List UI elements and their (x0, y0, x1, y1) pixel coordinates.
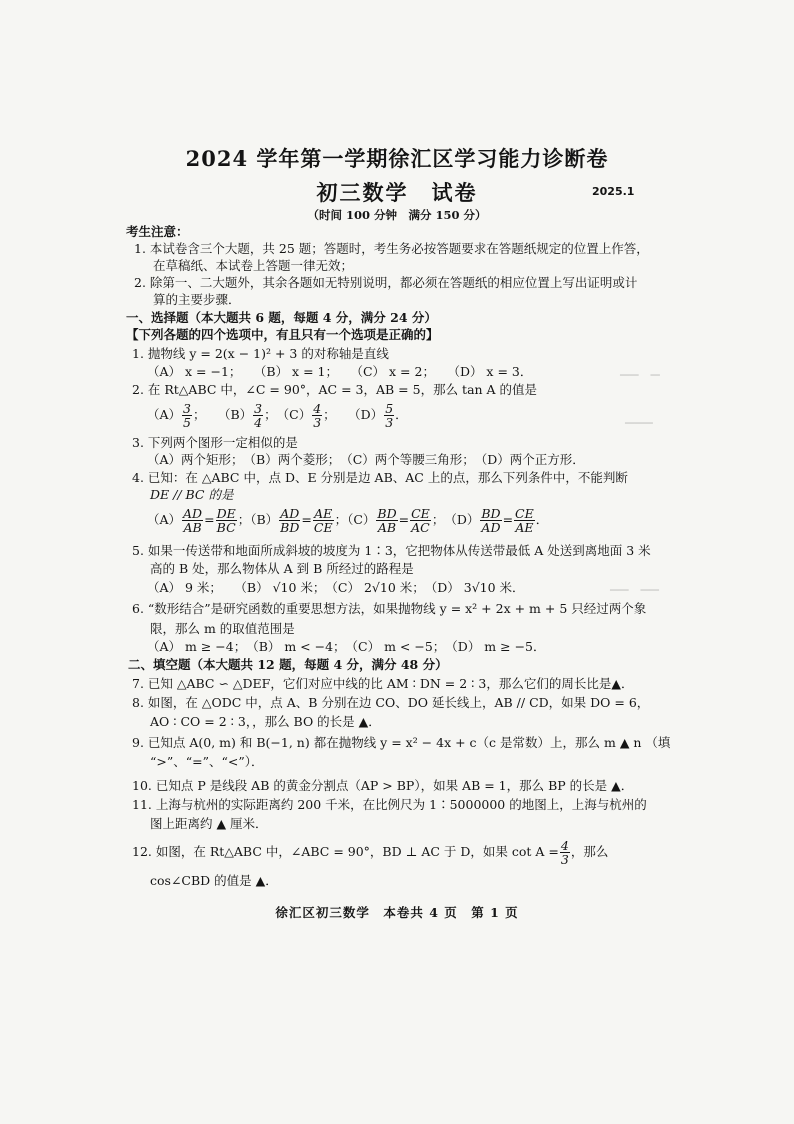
q12-fraction-num: 4 (560, 838, 569, 853)
bleed-through-marks: ▁▁ ▁▁ (610, 577, 659, 591)
question-1-options: （A） x = −1； （B） x = 1； （C） x = 2； （D） x = 3． (147, 364, 533, 379)
q4-frac-3-den: BD (280, 520, 300, 535)
question-5b: 高的 B 处，那么物体从 A 到 B 所经过的路程是 (150, 561, 414, 576)
notice-line-1: 1. 本试卷含三个大题，共 25 题；答题时，考生务必按答题要求在答题纸规定的位置上作答， (134, 241, 649, 256)
q4-frac-7-den: AD (481, 520, 501, 535)
q4-frac-3 (279, 507, 300, 534)
q4-option-a-label: （A） (147, 512, 182, 527)
question-1: 1. 抛物线 y = 2(x − 1)² + 3 的对称轴是直线 (132, 346, 389, 361)
bleed-through-marks: ▁▁ ▁ (620, 362, 660, 376)
q2-fraction-a-num: 3 (183, 401, 191, 416)
q12-fraction (560, 839, 570, 866)
q12-text-post: ，那么 (570, 844, 609, 859)
q4-frac-4 (313, 507, 334, 534)
q2-option-c-label: ； （C） (264, 407, 312, 422)
section1-instruction: 【下列各题的四个选项中，有且只有一个选项是正确的】 (126, 327, 439, 342)
q4-frac-8-num: CE (515, 506, 534, 521)
q2-option-b-label: ； （B） (192, 407, 253, 422)
question-8: 8. 如图，在 △ODC 中，点 A、B 分别在边 CO、DO 延长线上，AB // CD，如果 DO = 6， (132, 695, 650, 710)
question-2: 2. 在 Rt△ABC 中，∠C = 90°，AC = 3，AB = 5，那么 tan A 的值是 (132, 382, 538, 397)
q2-fraction-d-num: 5 (385, 401, 394, 416)
q4-frac-2-num: DE (216, 506, 236, 521)
q12-fraction-den: 3 (560, 852, 569, 867)
section2-heading: 二、填空题（本大题共 12 题，每题 4 分，满分 48 分） (128, 657, 448, 672)
question-6-options: （A） m ≥ −4； （B） m < −4； （C） m < −5； （D） m ≥ −5． (147, 639, 546, 654)
q2-fraction-a (182, 402, 192, 429)
bleed-through-marks: ▁▁▁ (625, 410, 653, 424)
q4-frac-7 (480, 507, 501, 534)
q2-fraction-a-den: 5 (183, 415, 191, 430)
question-6: 6. “数形结合”是研究函数的重要思想方法，如果抛物线 y = x² + 2x + m + 5 只经过两个象 (132, 601, 647, 616)
q2-fraction-c-den: 3 (313, 415, 322, 430)
q12-text: 12. 如图，在 Rt△ABC 中，∠ABC = 90°，BD ⊥ AC 于 D，如果 cot A = (132, 844, 559, 859)
page-footer: 徐汇区初三数学 本卷共 4 页 第 1 页 (275, 905, 519, 920)
question-8b: AO ∶ CO = 2 ∶ 3，，那么 BO 的长是 ▲． (150, 714, 381, 729)
question-5-options: （A） 9 米； （B） √10 米； （C） 2√10 米； （D） 3√10 米． (147, 580, 525, 595)
question-3: 3. 下列两个图形一定相似的是 (132, 435, 298, 450)
question-4b: DE // BC 的是 (150, 487, 234, 502)
notice-line-2: 2. 除第一、二大题外，其余各题如无特别说明，都必须在答题纸的相应位置上写出证明或计 (134, 275, 638, 290)
question-4-options: （A） $\frac{AD}{AB}$ = $\frac{DE}{BC}$ ；（B） $\frac{AD}{BD}$ = $\frac{AE}{CE}$ ；（C） $\frac{BD}{AB}$ = $\frac{CE}{AC}$ ； （D） $\frac{BD}{AD}$ = $\frac{CE}{AE}$ ． (147, 506, 549, 535)
question-3-options: （A）两个矩形； （B）两个菱形； （C）两个等腰三角形； （D）两个正方形． (147, 452, 585, 467)
q4-frac-1 (182, 507, 203, 534)
q4-frac-8-den: AE (515, 520, 534, 535)
q4-frac-2 (216, 507, 237, 534)
q4-frac-6 (410, 507, 431, 534)
question-6b: 限，那么 m 的取值范围是 (150, 621, 295, 636)
question-4: 4. 已知：在 △ABC 中，点 D、E 分别是边 AB、AC 上的点，那么下列条件中，不能判断 (132, 470, 628, 485)
q4-end: ． (535, 512, 549, 527)
q2-fraction-d-den: 3 (385, 415, 394, 430)
question-9b: “>”、“=”、“<”）． (150, 754, 264, 769)
q4-option-d-label: ； （D） (431, 512, 480, 527)
q4-frac-5-den: AB (377, 520, 397, 535)
q4-frac-5-num: BD (377, 506, 397, 521)
question-11b: 图上距离约 ▲ 厘米． (150, 816, 268, 831)
question-7: 7. 已知 △ABC ∽ △DEF，它们对应中线的比 AM ∶ DN = 2 ∶ 3，那么它们的周长比是▲． (132, 676, 634, 691)
q4-frac-3-num: AD (280, 506, 300, 521)
q4-frac-4-den: CE (313, 520, 333, 535)
question-12 (132, 835, 608, 869)
q2-fraction-b-den: 4 (254, 415, 263, 430)
notice-line-1b: 在草稿纸、本试卷上答题一律无效； (153, 258, 354, 273)
q4-frac-8 (514, 507, 535, 534)
q4-frac-6-num: CE (411, 506, 430, 521)
q4-frac-1-num: AD (183, 506, 203, 521)
q2-fraction-d (384, 402, 394, 429)
exam-title: 2024 学年第一学期徐汇区学习能力诊断卷 (185, 146, 609, 171)
q4-option-c-label: ；（C） (334, 512, 376, 527)
notice-line-2b: 算的主要步骤． (153, 292, 241, 307)
q4-frac-6-den: AC (411, 520, 430, 535)
q2-fraction-b (253, 402, 263, 429)
q4-frac-4-num: AE (314, 506, 333, 521)
question-10: 10. 已知点 P 是线段 AB 的黄金分割点（AP > BP），如果 AB = 1，那么 BP 的长是 ▲． (132, 778, 634, 793)
question-2-options (147, 399, 408, 431)
exam-time-info: （时间 100 分钟 满分 150 分） (307, 208, 487, 222)
notice-heading: 考生注意： (126, 224, 189, 239)
q2-option-a-label: （A） (147, 407, 182, 422)
q4-frac-1-den: AB (183, 520, 202, 535)
q4-frac-2-den: BC (216, 520, 236, 535)
question-5: 5. 如果一传送带和地面所成斜坡的坡度为 1∶3，它把物体从传送带最低 A 处送到离地面 3 米 (132, 543, 651, 558)
q2-option-d-label: ； （D） (323, 407, 384, 422)
q2-fraction-b-num: 3 (254, 401, 263, 416)
q2-end: ． (395, 407, 408, 422)
exam-subtitle: 初三数学 试卷 (316, 180, 478, 205)
q2-fraction-c (312, 402, 322, 429)
q4-frac-5 (376, 507, 397, 534)
q4-option-b-label: ；（B） (237, 512, 279, 527)
exam-date: 2025.1 (592, 185, 635, 198)
q4-frac-7-num: BD (481, 506, 501, 521)
q2-fraction-c-num: 4 (313, 401, 322, 416)
question-11: 11. 上海与杭州的实际距离约 200 千米，在比例尺为 1∶5000000 的地图上，上海与杭州的 (132, 797, 647, 812)
section1-heading: 一、选择题（本大题共 6 题，每题 4 分，满分 24 分） (126, 310, 437, 325)
question-9: 9. 已知点 A(0, m) 和 B(−1, n) 都在抛物线 y = x² − 4x + c（c 是常数）上，那么 m ▲ n （填 (132, 735, 671, 750)
question-12b: cos∠CBD 的值是 ▲． (150, 873, 278, 888)
